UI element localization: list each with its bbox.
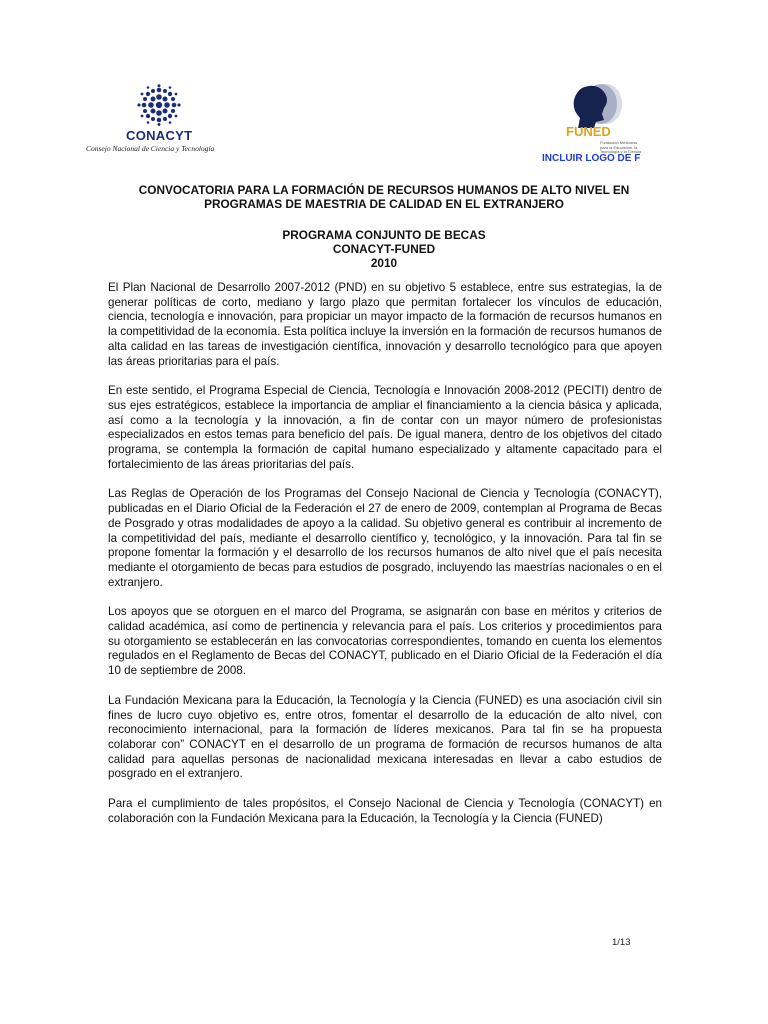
paragraph-5: La Fundación Mexicana para la Educación, la Tecnología y la Ciencia (FUNED) es una asociación civil sin fines de lucro cuyo objetivo es, entre otros, fomentar el desarrollo de la educación de alto nivel, con reconocimiento internacional, para la formación de líderes mexicanos. Para tal fin se ha propuesta colaborar con” CONACYT en el desarrollo de un programa de formación de recursos humanos de alta calidad para aquellas personas de nacionalidad mexicana interesadas en llevar a cabo estudios de posgrado en el extranjero. [108,693,662,781]
conacyt-logo-subtitle: Consejo Nacional de Ciencia y Tecnología [86,144,215,153]
funed-logo-text: FUNED [566,124,611,139]
conacyt-logo-text: CONACYT [126,128,193,143]
funed-head-icon [566,84,636,128]
document-title [100,183,668,211]
paragraph-1: El Plan Nacional de Desarrollo 2007-2012 (PND) en su objetivo 5 establece, entre sus estrategias, la de generar políticas de corto, mediano y largo plazo que permitan fortalecer los vínculos de educación, ciencia, tecnología e innovación, para propiciar un mayor impacto de la formación de recursos humanos en la competitividad de la economía. Esta política incluye la inversión en la formación de recursos humanos de alta calidad en las tareas de investigación científica, innovación y desarrollo tecnológico para que apoyen las áreas prioritarias para el país. [108,281,662,368]
document-body [108,281,662,842]
page-number: 1/13 [612,937,631,948]
conacyt-logo [86,84,246,154]
title-line-1: CONVOCATORIA PARA LA FORMACIÓN DE RECURSOS HUMANOS DE ALTO NIVEL EN [138,183,630,197]
program-year: 2010 [370,256,398,270]
program-title [100,228,668,270]
funed-logo [566,84,642,154]
title-line-2: PROGRAMAS DE MAESTRIA DE CALIDAD EN EL EXTRANJERO [204,197,564,211]
funed-logo-subtitle: Fundación Mexicana para la Educación, la Tecnología y la Ciencia [600,140,642,154]
funed-logo-note: INCLUIR LOGO DE F [542,153,641,164]
paragraph-4: Los apoyos que se otorguen en el marco del Programa, se asignarán con base en méritos y criterios de calidad académica, así como de pertinencia y relevancia para el país. Los criterios y procedimientos para su otorgamiento se establecerán en las convocatorias correspondientes, tomando en cuenta los elementos regulados en el Reglamento de Becas del CONACYT, publicado en el Diario Oficial de la Federación el día 10 de septiembre de 2008. [108,605,662,678]
conacyt-emblem-icon [124,84,194,130]
paragraph-2: En este sentido, el Programa Especial de Ciencia, Tecnología e Innovación 2008-2012 (PECITI) dentro de sus ejes estratégicos, establece la importancia de ampliar el financiamiento a la ciencia básica y aplicada, así como a la tecnología y la innovación, a fin de contar con un mayor número de profesionistas especializados en estos temas para beneficio del país. De igual manera, dentro de los objetivos del citado programa, se contempla la formación de capital humano especializado y altamente capacitado para el fortalecimiento de las áreas prioritarias del país. [108,384,662,471]
paragraph-6: Para el cumplimiento de tales propósitos, el Consejo Nacional de Ciencia y Tecnología (CONACYT) en colaboración con la Fundación Mexicana para la Educación, la Tecnología y la Ciencia (FUNED) [108,797,662,825]
program-title-line-2: CONACYT-FUNED [332,242,436,256]
program-title-line-1: PROGRAMA CONJUNTO DE BECAS [282,228,486,242]
paragraph-3: Las Reglas de Operación de los Programas del Consejo Nacional de Ciencia y Tecnología (CONACYT), publicadas en el Diario Oficial de la Federación el 27 de enero de 2009, contemplan al Programa de Becas de Posgrado y otras modalidades de apoyo a la calidad. Su objetivo general es contribuir al incremento de la competitividad del país, mediante el desarrollo científico y, tecnológico, y la innovación. Para tal fin se propone fomentar la formación y el desarrollo de los recursos humanos de alto nivel que el país necesita mediante el otorgamiento de becas para estudios de posgrado, incluyendo las maestrías nacionales o en el extranjero. [108,487,662,589]
